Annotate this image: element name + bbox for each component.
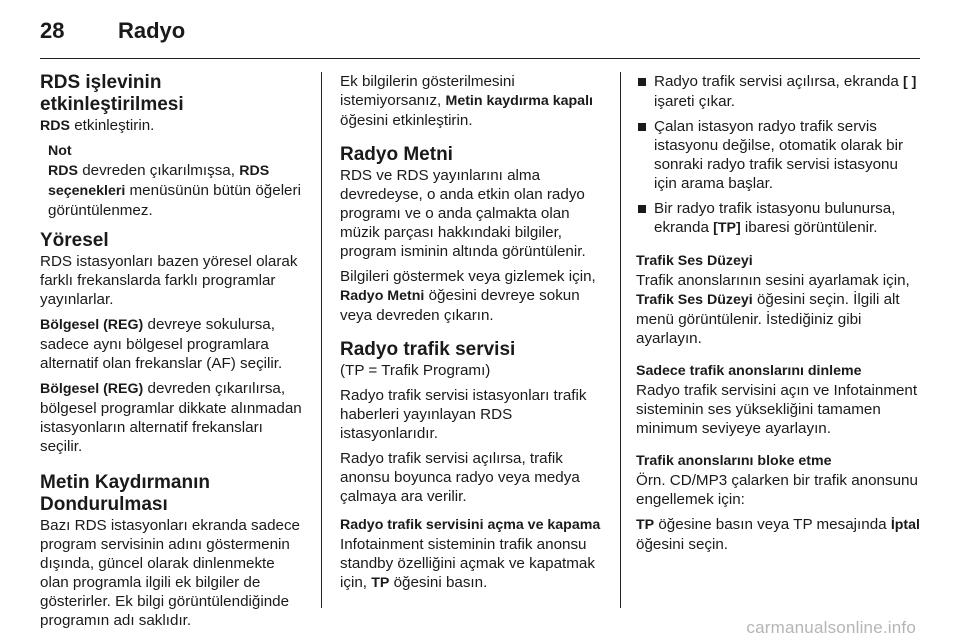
paragraph: Örn. CD/MP3 çalarken bir trafik anonsunu engellemek için:	[636, 472, 918, 508]
note-text: RDS devreden çıkarılmışsa, RDS seçenekleri menüsünün bütün öğeleri görüntülenmez.	[48, 162, 301, 219]
note-title: Not	[48, 143, 72, 159]
paragraph: TP öğesine basın veya TP mesajında İptal öğesini seçin.	[636, 516, 920, 553]
list-item: Bir radyo trafik istasyonu bulunursa, ekranda [TP] ibaresi görüntülenir.	[636, 199, 920, 238]
heading-rds-activation: RDS işlevinin etkinleştirilmesi	[40, 72, 184, 115]
subheading-traffic-volume: Trafik Ses Düzeyi	[636, 253, 753, 269]
watermark: carmanualsonline.info	[746, 618, 916, 637]
paragraph: RDS ve RDS yayınlarını alma devredeyse, o anda etkin olan radyo programı ve o anda çalmakta olan müzik parçası hakkındaki bilgiler, program isminin altında görüntülenir.	[340, 167, 586, 260]
column-3	[636, 72, 920, 560]
page-number: 28	[40, 18, 65, 43]
paragraph: Radyo trafik servisi açılırsa, trafik anonsu boyunca radyo veya medya çalmaya ara verilir.	[340, 450, 580, 505]
heading-regional: Yöresel	[40, 230, 109, 251]
subheading-block-traffic: Trafik anonslarını bloke etme	[636, 453, 832, 469]
header-rule	[40, 58, 920, 59]
paragraph: Bazı RDS istasyonları ekranda sadece program servisinin adını göstermenin dışında, güncel olarak dinlenmekte olan programla ilgili ek bilgiler de gösterirler. Ek bilgi görüntülendiğinde programın adı saklıdır.	[40, 517, 301, 629]
paragraph: Bölgesel (REG) devreye sokulursa, sadece aynı bölgesel programlara alternatif olan frekanslar (AF) seçilir.	[40, 316, 283, 372]
paragraph: Infotainment sisteminin trafik anonsu standby özelliğini açmak ve kapatmak için, TP öğesini basın.	[340, 536, 595, 591]
bullet-list	[636, 72, 920, 238]
heading-radio-text: Radyo Metni	[340, 144, 453, 165]
subheading-toggle-traffic: Radyo trafik servisini açma ve kapama	[340, 517, 601, 533]
subheading-listen-traffic-only: Sadece trafik anonslarını dinleme	[636, 363, 862, 379]
paragraph: Bölgesel (REG) devreden çıkarılırsa, bölgesel programlar dikkate alınmadan istasyonların alternatif frekansları seçilir.	[40, 380, 302, 455]
chapter-title: Radyo	[118, 18, 186, 43]
column-divider-1	[321, 72, 322, 608]
heading-traffic-service: Radyo trafik servisi	[340, 339, 516, 360]
paragraph: Ek bilgilerin gösterilmesini istemiyorsanız, Metin kaydırma kapalı öğesini etkinleştirin.	[340, 73, 593, 129]
paragraph: Radyo trafik servisini açın ve Infotainment sisteminin ses yüksekliğini tamamen minimum seviyeye ayarlayın.	[636, 382, 918, 437]
column-2	[340, 72, 602, 599]
paragraph: RDS istasyonları bazen yöresel olarak farklı frekanslarda farklı programlar yayınlarlar.	[40, 253, 298, 308]
paragraph: (TP = Trafik Programı)	[340, 362, 491, 379]
paragraph: Trafik anonslarının sesini ayarlamak için, Trafik Ses Düzeyi öğesini seçin. İlgili alt menü görüntülenir. İstediğiniz gibi ayarlayın.	[636, 272, 910, 347]
paragraph: RDS etkinleştirin.	[40, 117, 155, 134]
column-1	[40, 72, 306, 636]
paragraph: Radyo trafik servisi istasyonları trafik haberleri yayınlayan RDS istasyonlarıdır.	[340, 387, 587, 442]
note-box	[48, 142, 306, 220]
paragraph: Bilgileri göstermek veya gizlemek için, Radyo Metni öğesini devreye sokun veya devreden çıkarın.	[340, 268, 596, 324]
list-item: Radyo trafik servisi açılırsa, ekranda [ ] işareti çıkar.	[636, 72, 920, 111]
heading-text-scroll-freeze: Metin Kaydırmanın Dondurulması	[40, 472, 210, 515]
page-header	[40, 18, 185, 48]
list-item: Çalan istasyon radyo trafik servis istasyonu değilse, otomatik olarak bir sonraki radyo trafik servisi istasyonu için arama başlar.	[636, 117, 920, 193]
column-divider-2	[620, 72, 621, 608]
